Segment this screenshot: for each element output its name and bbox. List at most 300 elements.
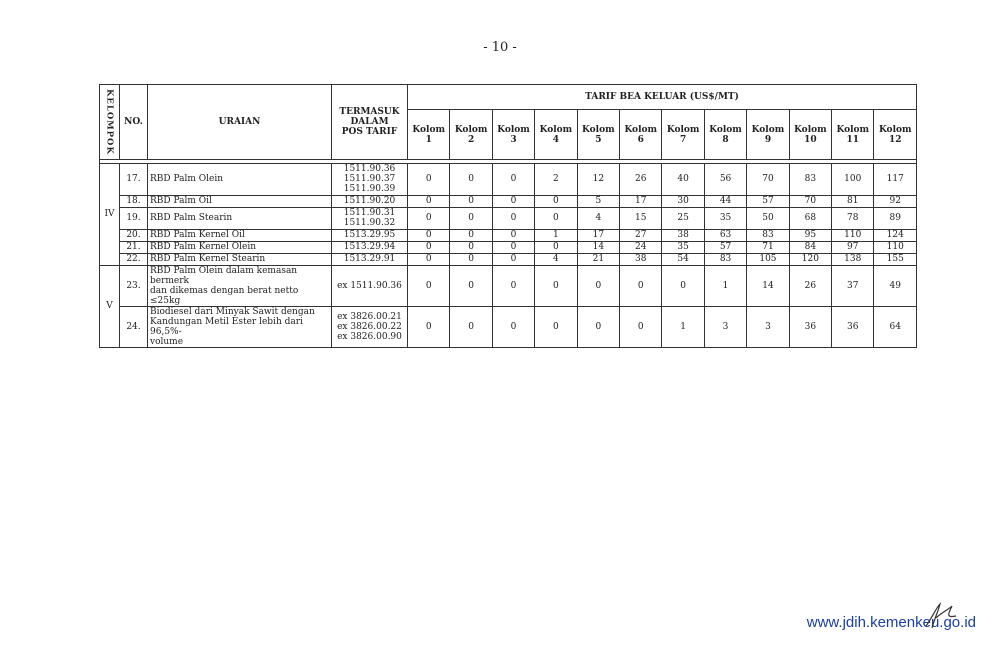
tariff-value-text: 0 xyxy=(553,280,559,291)
column-number: 2 xyxy=(467,134,475,145)
row-number-label: 18. xyxy=(126,196,141,207)
hs-code-line: ex 3826.00.21 xyxy=(337,311,402,322)
column-label: Kolom xyxy=(751,124,785,135)
column-header xyxy=(408,110,450,160)
tariff-value-text: 0 xyxy=(425,242,432,253)
row-number xyxy=(120,207,148,229)
hs-code-line: 1511.90.20 xyxy=(343,196,396,207)
tariff-value-text: 110 xyxy=(886,242,904,253)
tariff-value-text: 26 xyxy=(804,280,817,291)
group-cell xyxy=(100,265,120,347)
tariff-value xyxy=(662,207,704,229)
tariff-value xyxy=(874,163,917,195)
tariff-value-text: 37 xyxy=(847,280,859,291)
tariff-value-text: 0 xyxy=(425,254,432,265)
row-description xyxy=(148,229,332,241)
tariff-value xyxy=(450,195,492,207)
column-label: Kolom xyxy=(454,124,488,135)
tariff-value xyxy=(747,253,789,265)
tariff-value-text: 0 xyxy=(553,213,559,224)
hs-code-line: 1513.29.95 xyxy=(343,230,396,241)
column-number: 12 xyxy=(888,134,902,145)
column-label: Kolom xyxy=(539,124,573,135)
hs-code-line: ex 3826.00.22 xyxy=(337,321,402,332)
tariff-value xyxy=(704,306,746,347)
row-description xyxy=(148,253,332,265)
tariff-value xyxy=(620,207,662,229)
tariff-value-text: 95 xyxy=(804,230,817,241)
hs-code-line: 1513.29.94 xyxy=(343,242,396,253)
tariff-value-text: 40 xyxy=(677,174,689,185)
column-number: 4 xyxy=(552,134,560,145)
tariff-value xyxy=(747,229,789,241)
tariff-value-text: 14 xyxy=(592,242,605,253)
header-no xyxy=(120,85,148,160)
row-number-label: 22. xyxy=(126,254,141,265)
tariff-value xyxy=(704,265,746,306)
table-row xyxy=(100,306,917,347)
tariff-value xyxy=(704,241,746,253)
tariff-value xyxy=(874,241,917,253)
column-number: 6 xyxy=(637,134,644,145)
hs-code-line: ex 1511.90.36 xyxy=(337,280,402,291)
tariff-value-text: 97 xyxy=(847,242,859,253)
tariff-value-text: 155 xyxy=(886,254,904,265)
tariff-value xyxy=(577,265,619,306)
tariff-value xyxy=(662,195,704,207)
column-number: 8 xyxy=(722,134,729,145)
tariff-value-text: 83 xyxy=(719,254,732,265)
tariff-value-text: 2 xyxy=(553,174,559,185)
header-tariff-title xyxy=(408,85,917,110)
tariff-value xyxy=(789,163,831,195)
tariff-value xyxy=(620,229,662,241)
row-hs-code xyxy=(332,229,408,241)
group-label: IV xyxy=(104,209,115,220)
tariff-value-text: 64 xyxy=(889,321,901,332)
tariff-value xyxy=(662,253,704,265)
description-line: RBD Palm Kernel Stearin xyxy=(150,254,266,265)
table-row xyxy=(100,265,917,306)
header-hs-line: DALAM xyxy=(350,116,389,127)
row-number xyxy=(120,265,148,306)
description-line: RBD Palm Kernel Oil xyxy=(150,230,245,241)
tariff-value xyxy=(662,241,704,253)
tariff-value xyxy=(450,241,492,253)
row-description xyxy=(148,265,332,306)
tariff-value xyxy=(789,306,831,347)
tariff-value xyxy=(662,229,704,241)
row-description xyxy=(148,306,332,347)
column-header xyxy=(832,110,874,160)
table-row xyxy=(100,253,917,265)
tariff-value-text: 83 xyxy=(804,174,817,185)
tariff-value-text: 0 xyxy=(510,174,517,185)
tariff-value-text: 56 xyxy=(719,174,732,185)
table-row xyxy=(100,241,917,253)
tariff-value xyxy=(492,306,534,347)
tariff-value xyxy=(577,207,619,229)
tariff-value-text: 1 xyxy=(722,280,729,291)
tariff-value xyxy=(492,207,534,229)
column-number: 9 xyxy=(764,134,772,145)
tariff-value-text: 21 xyxy=(592,254,605,265)
tariff-value xyxy=(747,241,789,253)
tariff-value xyxy=(620,265,662,306)
column-header xyxy=(874,110,917,160)
column-label: Kolom xyxy=(412,124,445,135)
tariff-value xyxy=(408,163,450,195)
tariff-value xyxy=(408,195,450,207)
column-label: Kolom xyxy=(836,124,870,135)
hs-code-line: 1511.90.36 xyxy=(343,164,396,175)
tariff-value-text: 0 xyxy=(510,213,517,224)
tariff-value xyxy=(789,229,831,241)
tariff-value xyxy=(492,265,534,306)
column-label: Kolom xyxy=(878,124,912,135)
row-number xyxy=(120,253,148,265)
tariff-value-text: 0 xyxy=(595,280,602,291)
tariff-value-text: 35 xyxy=(719,213,732,224)
tariff-value-text: 124 xyxy=(886,230,904,241)
tariff-value-text: 100 xyxy=(844,174,862,185)
column-label: Kolom xyxy=(624,124,658,135)
description-line: Biodiesel dari Minyak Sawit dengan xyxy=(150,306,315,317)
tariff-value-text: 84 xyxy=(804,242,817,253)
row-number xyxy=(120,306,148,347)
tariff-value xyxy=(874,306,917,347)
description-line: RBD Palm Olein dalam kemasan bermerk xyxy=(150,265,298,286)
header-hs-line: TERMASUK xyxy=(339,106,400,117)
tariff-value xyxy=(492,195,534,207)
tariff-value-text: 63 xyxy=(719,230,732,241)
tariff-value xyxy=(662,265,704,306)
tariff-value xyxy=(789,265,831,306)
header-row xyxy=(100,85,917,110)
tariff-value-text: 0 xyxy=(468,230,474,241)
tariff-value-text: 0 xyxy=(425,321,432,332)
tariff-value-text: 38 xyxy=(635,254,647,265)
tariff-value-text: 138 xyxy=(844,254,862,265)
hs-code-line: 1513.29.91 xyxy=(343,254,396,265)
description-line: RBD Palm Kernel Olein xyxy=(150,242,256,253)
description-line: dan dikemas dengan berat netto ≤25kg xyxy=(150,285,299,306)
header-hs-line: POS TARIF xyxy=(341,126,398,137)
tariff-value-text: 26 xyxy=(635,174,647,185)
tariff-value-text: 0 xyxy=(637,321,644,332)
tariff-value xyxy=(789,195,831,207)
tariff-value-text: 0 xyxy=(510,254,517,265)
tariff-value-text: 0 xyxy=(510,280,517,291)
tariff-value xyxy=(832,265,874,306)
tariff-value-text: 36 xyxy=(847,321,859,332)
header-no-label: NO. xyxy=(124,116,143,127)
tariff-value xyxy=(620,253,662,265)
tariff-value xyxy=(577,306,619,347)
tariff-value xyxy=(704,229,746,241)
tariff-value xyxy=(832,253,874,265)
row-number-label: 23. xyxy=(126,280,141,291)
tariff-value xyxy=(535,253,577,265)
tariff-value-text: 15 xyxy=(635,213,647,224)
website-url[interactable]: www.jdih.kemenkeu.go.id xyxy=(806,614,976,631)
tariff-value xyxy=(832,163,874,195)
tariff-value xyxy=(747,195,789,207)
row-number xyxy=(120,241,148,253)
tariff-value-text: 0 xyxy=(468,280,474,291)
hs-code-line: 1511.90.39 xyxy=(343,184,396,195)
tariff-value-text: 17 xyxy=(635,196,647,207)
group-label: V xyxy=(106,301,113,312)
tariff-value xyxy=(492,229,534,241)
tariff-value-text: 50 xyxy=(762,213,774,224)
tariff-value xyxy=(704,253,746,265)
row-hs-code xyxy=(332,265,408,306)
tariff-value xyxy=(747,265,789,306)
tariff-value xyxy=(408,253,450,265)
tariff-value-text: 0 xyxy=(680,280,686,291)
tariff-value-text: 3 xyxy=(765,321,771,332)
row-hs-code xyxy=(332,195,408,207)
tariff-value xyxy=(450,229,492,241)
tariff-value xyxy=(577,195,619,207)
tariff-value xyxy=(747,207,789,229)
description-line: RBD Palm Oil xyxy=(150,196,212,207)
tariff-value-text: 24 xyxy=(635,242,647,253)
tariff-value-text: 105 xyxy=(759,254,777,265)
tariff-value-text: 81 xyxy=(847,196,859,207)
row-number xyxy=(120,195,148,207)
table-row xyxy=(100,195,917,207)
tariff-value-text: 1 xyxy=(680,321,686,332)
tariff-value-text: 57 xyxy=(719,242,732,253)
column-number: 1 xyxy=(425,134,432,145)
column-header xyxy=(704,110,746,160)
tariff-value-text: 89 xyxy=(889,213,901,224)
tariff-value xyxy=(535,241,577,253)
row-number xyxy=(120,163,148,195)
tariff-value-text: 117 xyxy=(886,174,904,185)
column-label: Kolom xyxy=(666,124,700,135)
column-header xyxy=(747,110,789,160)
tariff-value-text: 78 xyxy=(847,213,859,224)
tariff-value-text: 4 xyxy=(595,213,602,224)
tariff-value xyxy=(789,253,831,265)
column-header xyxy=(662,110,704,160)
tariff-value-text: 38 xyxy=(677,230,689,241)
row-number xyxy=(120,229,148,241)
hs-code-line: 1511.90.31 xyxy=(343,208,396,219)
tariff-value-text: 3 xyxy=(722,321,729,332)
tariff-value-text: 1 xyxy=(553,230,559,241)
header-hs-code xyxy=(332,85,408,160)
table-row xyxy=(100,163,917,195)
row-number-label: 20. xyxy=(126,230,141,241)
tariff-value-text: 57 xyxy=(762,196,774,207)
tariff-value-text: 0 xyxy=(468,213,474,224)
column-header xyxy=(535,110,577,160)
tariff-value-text: 0 xyxy=(425,174,432,185)
row-number-label: 24. xyxy=(126,321,141,332)
tariff-value-text: 0 xyxy=(425,230,432,241)
tariff-value-text: 0 xyxy=(553,321,559,332)
tariff-value xyxy=(704,163,746,195)
table-body xyxy=(100,159,917,347)
row-hs-code xyxy=(332,241,408,253)
tariff-value xyxy=(408,207,450,229)
header-group xyxy=(100,85,120,160)
tariff-value xyxy=(789,241,831,253)
header-description-label: URAIAN xyxy=(218,116,261,127)
column-number: 10 xyxy=(804,134,817,145)
group-cell xyxy=(100,163,120,265)
tariff-value-text: 49 xyxy=(889,280,901,291)
tariff-value-text: 0 xyxy=(637,280,644,291)
column-number: 3 xyxy=(510,134,517,145)
tariff-value xyxy=(620,306,662,347)
description-line: volume xyxy=(150,336,184,347)
tariff-value-text: 71 xyxy=(762,242,774,253)
hs-code-line: ex 3826.00.90 xyxy=(337,331,402,342)
tariff-value xyxy=(577,229,619,241)
table-row xyxy=(100,229,917,241)
tariff-value-text: 0 xyxy=(510,321,517,332)
tariff-value-text: 44 xyxy=(719,196,732,207)
tariff-value xyxy=(492,253,534,265)
table-row xyxy=(100,207,917,229)
tariff-value xyxy=(662,306,704,347)
tariff-value xyxy=(450,265,492,306)
tariff-value-text: 0 xyxy=(425,213,432,224)
row-number-label: 17. xyxy=(126,174,141,185)
tariff-value xyxy=(789,207,831,229)
tariff-value xyxy=(535,195,577,207)
tariff-value xyxy=(408,241,450,253)
row-number-label: 19. xyxy=(126,213,141,224)
tariff-value-text: 0 xyxy=(510,230,517,241)
tariff-value xyxy=(832,229,874,241)
tariff-value-text: 0 xyxy=(425,196,432,207)
description-line: RBD Palm Olein xyxy=(150,174,224,185)
column-header xyxy=(620,110,662,160)
tariff-value xyxy=(874,195,917,207)
tariff-value-text: 0 xyxy=(468,242,474,253)
column-number: 7 xyxy=(680,134,687,145)
tariff-value xyxy=(577,163,619,195)
tariff-value-text: 92 xyxy=(889,196,901,207)
tariff-value-text: 0 xyxy=(553,242,559,253)
tariff-value xyxy=(747,163,789,195)
tariff-value xyxy=(577,241,619,253)
tariff-value xyxy=(535,207,577,229)
column-label: Kolom xyxy=(709,124,742,135)
tariff-value xyxy=(535,306,577,347)
tariff-value xyxy=(535,163,577,195)
tariff-value xyxy=(408,306,450,347)
tariff-value xyxy=(408,265,450,306)
tariff-value xyxy=(577,253,619,265)
tariff-value-text: 0 xyxy=(510,196,517,207)
tariff-value xyxy=(832,195,874,207)
row-description xyxy=(148,207,332,229)
tariff-value-text: 54 xyxy=(677,254,689,265)
row-hs-code xyxy=(332,163,408,195)
export-duty-table xyxy=(99,84,917,348)
tariff-value xyxy=(535,265,577,306)
column-header xyxy=(577,110,619,160)
row-hs-code xyxy=(332,306,408,347)
hs-code-line: 1511.90.37 xyxy=(343,174,396,185)
tariff-value xyxy=(662,163,704,195)
row-hs-code xyxy=(332,253,408,265)
tariff-value-text: 0 xyxy=(553,196,559,207)
column-header xyxy=(492,110,534,160)
column-label: Kolom xyxy=(794,124,827,135)
tariff-value xyxy=(832,306,874,347)
tariff-value-text: 0 xyxy=(595,321,602,332)
tariff-value xyxy=(874,253,917,265)
tariff-value-text: 35 xyxy=(677,242,689,253)
tariff-title-label: TARIF BEA KELUAR (US$/MT) xyxy=(585,92,739,103)
column-label: Kolom xyxy=(582,124,615,135)
tariff-value-text: 0 xyxy=(468,254,474,265)
tariff-value xyxy=(832,241,874,253)
tariff-value-text: 120 xyxy=(801,254,819,265)
row-description xyxy=(148,163,332,195)
tariff-value-text: 5 xyxy=(595,196,602,207)
hs-code-line: 1511.90.32 xyxy=(343,218,396,229)
tariff-value-text: 0 xyxy=(425,280,432,291)
tariff-value-text: 25 xyxy=(677,213,689,224)
tariff-value-text: 0 xyxy=(510,242,517,253)
tariff-value-text: 0 xyxy=(468,321,474,332)
signature-initial-icon xyxy=(922,600,960,630)
tariff-value xyxy=(535,229,577,241)
tariff-value xyxy=(874,229,917,241)
tariff-value xyxy=(620,241,662,253)
tariff-value xyxy=(450,253,492,265)
header-description xyxy=(148,85,332,160)
tariff-value-text: 110 xyxy=(844,230,862,241)
tariff-value xyxy=(747,306,789,347)
tariff-value xyxy=(492,241,534,253)
description-line: RBD Palm Stearin xyxy=(150,213,233,224)
tariff-value xyxy=(704,207,746,229)
tariff-value xyxy=(450,207,492,229)
tariff-value xyxy=(620,195,662,207)
tariff-value xyxy=(492,163,534,195)
column-number: 5 xyxy=(595,134,602,145)
table-header xyxy=(100,85,917,160)
tariff-value xyxy=(874,265,917,306)
tariff-value-text: 12 xyxy=(592,174,605,185)
page-number: - 10 - xyxy=(483,40,517,55)
row-description xyxy=(148,195,332,207)
header-group-label: KELOMPOK xyxy=(104,89,115,155)
tariff-value-text: 0 xyxy=(468,174,474,185)
tariff-value xyxy=(408,229,450,241)
tariff-value-text: 36 xyxy=(804,321,817,332)
row-description xyxy=(148,241,332,253)
tariff-value xyxy=(874,207,917,229)
column-label: Kolom xyxy=(497,124,530,135)
tariff-value-text: 27 xyxy=(635,230,647,241)
description-line: Kandungan Metil Ester lebih dari 96,5%- xyxy=(150,316,303,337)
column-header xyxy=(789,110,831,160)
column-header xyxy=(450,110,492,160)
tariff-value-text: 0 xyxy=(468,196,474,207)
tariff-value xyxy=(704,195,746,207)
